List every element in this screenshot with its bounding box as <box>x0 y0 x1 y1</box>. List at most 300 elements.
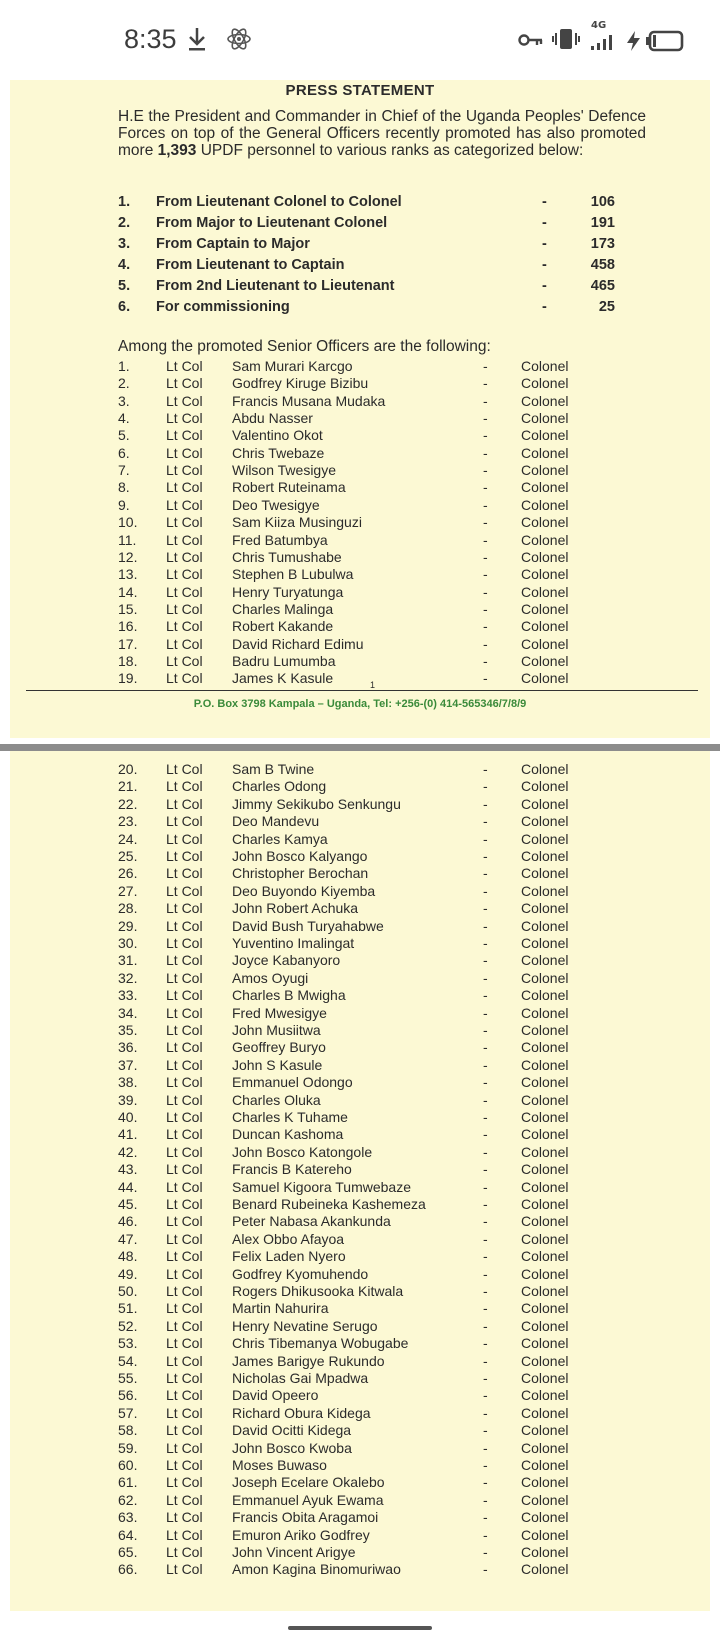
officer-current-rank: Lt Col <box>166 987 203 1004</box>
officer-number: 2. <box>118 375 130 392</box>
officer-name: Emmanuel Odongo <box>232 1074 353 1091</box>
officer-new-rank: Colonel <box>521 1178 569 1195</box>
officer-name: Francis Obita Aragamoi <box>232 1509 379 1526</box>
officer-current-rank: Lt Col <box>166 1004 203 1021</box>
officer-dash: - <box>483 882 488 899</box>
officer-row <box>118 987 588 1004</box>
footer-address: P.O. Box 3798 Kampala – Uganda, Tel: +256-(0) 414-565346/7/8/9 <box>193 698 527 710</box>
intro-text-1: H.E the President and Commander in Chief of the Uganda Peoples' Defence Forces on top of the General Officers recently promoted has also promoted more <box>118 108 646 159</box>
officer-new-rank: Colonel <box>521 566 569 583</box>
officer-number: 17. <box>118 635 138 652</box>
officer-name: Alex Obbo Afayoa <box>232 1230 345 1247</box>
officer-dash: - <box>483 952 488 969</box>
officer-row <box>118 584 588 601</box>
officer-new-rank: Colonel <box>521 1022 569 1038</box>
officer-new-rank: Colonel <box>521 1126 569 1143</box>
officer-number: 31. <box>118 952 138 969</box>
officer-row <box>118 1283 588 1300</box>
officer-name: Wilson Twesigye <box>232 462 337 479</box>
officer-dash: - <box>483 618 488 635</box>
cellular-signal-icon <box>590 34 616 54</box>
officer-name: Duncan Kashoma <box>232 1126 344 1143</box>
officer-number: 63. <box>118 1509 138 1526</box>
document-page-1 <box>10 80 710 738</box>
officer-current-rank: Lt Col <box>166 935 203 951</box>
officer-new-rank: Colonel <box>521 1056 569 1073</box>
category-number: 4. <box>118 257 131 273</box>
officer-row <box>118 670 588 687</box>
officer-name: Moses Buwaso <box>232 1457 327 1473</box>
officer-new-rank: Colonel <box>521 1509 569 1526</box>
officer-current-rank: Lt Col <box>166 1230 203 1247</box>
officer-new-rank: Colonel <box>521 1335 569 1352</box>
officer-row <box>118 1370 588 1387</box>
officer-name: John Robert Achuka <box>232 900 359 917</box>
officer-number: 57. <box>118 1404 138 1421</box>
officer-new-rank: Colonel <box>521 618 569 635</box>
officer-dash: - <box>483 1422 488 1439</box>
network-4g-label: 4G <box>591 20 607 31</box>
officer-dash: - <box>483 1283 488 1299</box>
officer-dash: - <box>483 1317 488 1334</box>
officer-number: 24. <box>118 830 138 847</box>
officer-number: 54. <box>118 1352 138 1369</box>
officer-name: James K Kasule <box>232 670 334 687</box>
officer-new-rank: Colonel <box>521 795 569 812</box>
page-divider <box>0 744 720 751</box>
officer-new-rank: Colonel <box>521 1561 569 1578</box>
officer-row <box>118 761 588 778</box>
officer-number: 27. <box>118 882 138 899</box>
officer-current-rank: Lt Col <box>166 444 203 461</box>
officer-dash: - <box>483 1248 488 1265</box>
officer-dash: - <box>483 600 488 617</box>
officer-name: Chris Tumushabe <box>232 548 342 565</box>
officer-name: Felix Laden Nyero <box>232 1248 346 1265</box>
officer-dash: - <box>483 496 488 513</box>
officer-name: Jimmy Sekikubo Senkungu <box>232 795 401 812</box>
officer-current-rank: Lt Col <box>166 514 203 531</box>
officer-number: 62. <box>118 1491 138 1508</box>
officer-current-rank: Lt Col <box>166 358 203 374</box>
officer-current-rank: Lt Col <box>166 761 203 777</box>
officer-new-rank: Colonel <box>521 865 569 882</box>
officer-dash: - <box>483 1457 488 1473</box>
officer-current-rank: Lt Col <box>166 479 203 496</box>
officer-current-rank: Lt Col <box>166 1474 203 1491</box>
officer-current-rank: Lt Col <box>166 392 203 409</box>
officer-new-rank: Colonel <box>521 848 569 864</box>
officer-row <box>118 462 588 479</box>
officer-new-rank: Colonel <box>521 761 569 777</box>
officer-current-rank: Lt Col <box>166 1109 203 1125</box>
category-count: 458 <box>590 257 615 273</box>
officer-number: 13. <box>118 566 138 583</box>
officer-current-rank: Lt Col <box>166 1509 203 1526</box>
officer-row <box>118 1561 588 1578</box>
officer-new-rank: Colonel <box>521 410 569 427</box>
officer-new-rank: Colonel <box>521 813 569 830</box>
officer-number: 37. <box>118 1056 138 1073</box>
officer-number: 15. <box>118 600 138 617</box>
officer-row <box>118 358 588 375</box>
officer-name: James Barigye Rukundo <box>232 1352 385 1369</box>
officer-new-rank: Colonel <box>521 1474 569 1491</box>
officer-new-rank: Colonel <box>521 652 569 669</box>
officer-new-rank: Colonel <box>521 1039 569 1056</box>
officer-new-rank: Colonel <box>521 969 569 986</box>
category-text: From Lieutenant Colonel to Colonel <box>156 194 402 210</box>
press-statement-title: PRESS STATEMENT <box>285 82 435 99</box>
category-row <box>118 257 615 277</box>
officer-dash: - <box>483 795 488 812</box>
officer-row <box>118 796 588 813</box>
category-row <box>118 236 615 256</box>
officer-number: 32. <box>118 969 138 986</box>
officer-name: Deo Mandevu <box>232 813 320 830</box>
intro-count: 1,393 <box>157 142 197 159</box>
officer-row <box>118 1387 588 1404</box>
officer-row <box>118 532 588 549</box>
officer-new-rank: Colonel <box>521 1213 569 1230</box>
officer-row <box>118 514 588 531</box>
officer-dash: - <box>483 1526 488 1543</box>
officer-number: 52. <box>118 1317 138 1334</box>
officer-new-rank: Colonel <box>521 952 569 969</box>
download-icon <box>186 26 208 56</box>
officer-row <box>118 1474 588 1491</box>
officer-number: 45. <box>118 1196 138 1212</box>
officer-name: Emmanuel Ayuk Ewama <box>232 1491 384 1508</box>
officer-dash: - <box>483 358 488 374</box>
officer-name: Charles Malinga <box>232 600 334 617</box>
officer-dash: - <box>483 1126 488 1143</box>
officer-current-rank: Lt Col <box>166 1248 203 1265</box>
officer-name: Fred Batumbya <box>232 531 328 548</box>
officer-dash: - <box>483 1387 488 1404</box>
officer-row <box>118 636 588 653</box>
officer-dash: - <box>483 969 488 986</box>
officer-current-rank: Lt Col <box>166 1491 203 1508</box>
officer-name: Amon Kagina Binomuriwao <box>232 1561 401 1578</box>
among-heading: Among the promoted Senior Officers are the following: <box>118 338 491 355</box>
officer-row <box>118 479 588 496</box>
vibrate-icon <box>552 26 580 56</box>
officer-number: 42. <box>118 1143 138 1160</box>
officer-current-rank: Lt Col <box>166 618 203 635</box>
category-count: 191 <box>590 215 615 231</box>
officer-current-rank: Lt Col <box>166 496 203 513</box>
officer-name: Geoffrey Buryo <box>232 1039 326 1056</box>
officer-dash: - <box>483 1004 488 1021</box>
category-text: From Captain to Major <box>156 236 310 252</box>
officer-row <box>118 883 588 900</box>
officer-number: 50. <box>118 1283 138 1299</box>
officer-dash: - <box>483 479 488 496</box>
officer-number: 30. <box>118 935 138 951</box>
officer-dash: - <box>483 1109 488 1125</box>
officer-dash: - <box>483 865 488 882</box>
officer-dash: - <box>483 1143 488 1160</box>
category-dash: - <box>542 236 547 252</box>
officer-dash: - <box>483 1509 488 1526</box>
officer-name: Badru Lumumba <box>232 652 336 669</box>
officer-name: John Bosco Kwoba <box>232 1439 352 1456</box>
officer-dash: - <box>483 778 488 795</box>
officer-dash: - <box>483 427 488 444</box>
officer-number: 55. <box>118 1370 138 1386</box>
officer-current-rank: Lt Col <box>166 1387 203 1404</box>
officer-row <box>118 952 588 969</box>
officer-dash: - <box>483 1300 488 1317</box>
officer-current-rank: Lt Col <box>166 462 203 479</box>
officer-name: Valentino Okot <box>232 427 323 444</box>
category-text: From 2nd Lieutenant to Lieutenant <box>156 278 395 294</box>
officer-current-rank: Lt Col <box>166 1404 203 1421</box>
officer-row <box>118 1300 588 1317</box>
officer-current-rank: Lt Col <box>166 865 203 882</box>
officer-name: Henry Turyatunga <box>232 583 344 600</box>
officer-name: Chris Tibemanya Wobugabe <box>232 1335 409 1352</box>
officer-new-rank: Colonel <box>521 830 569 847</box>
officer-new-rank: Colonel <box>521 1161 569 1178</box>
officer-number: 16. <box>118 618 138 635</box>
officer-row <box>118 393 588 410</box>
officer-number: 35. <box>118 1022 138 1038</box>
officer-dash: - <box>483 670 488 687</box>
officer-dash: - <box>483 652 488 669</box>
officer-number: 60. <box>118 1457 138 1473</box>
officer-number: 44. <box>118 1178 138 1195</box>
officer-current-rank: Lt Col <box>166 1335 203 1352</box>
officer-number: 48. <box>118 1248 138 1265</box>
document-page-2 <box>10 751 710 1611</box>
officer-name: Charles Oluka <box>232 1091 321 1108</box>
officer-number: 46. <box>118 1213 138 1230</box>
officer-name: Francis Musana Mudaka <box>232 392 386 409</box>
officer-number: 65. <box>118 1544 138 1560</box>
officer-name: Christopher Berochan <box>232 865 369 882</box>
officer-new-rank: Colonel <box>521 1439 569 1456</box>
officer-number: 43. <box>118 1161 138 1178</box>
officer-number: 51. <box>118 1300 138 1317</box>
officer-number: 41. <box>118 1126 138 1143</box>
officer-name: John Vincent Arigye <box>232 1544 356 1560</box>
officer-name: Abdu Nasser <box>232 410 313 427</box>
officer-row <box>118 1248 588 1265</box>
officer-number: 49. <box>118 1265 138 1282</box>
category-dash: - <box>542 278 547 294</box>
officer-new-rank: Colonel <box>521 1196 569 1212</box>
officer-row <box>118 1318 588 1335</box>
officer-name: Deo Buyondo Kiyemba <box>232 882 376 899</box>
officer-number: 64. <box>118 1526 138 1543</box>
officer-row <box>118 601 588 618</box>
officer-dash: - <box>483 1161 488 1178</box>
officer-row <box>118 1422 588 1439</box>
officer-current-rank: Lt Col <box>166 652 203 669</box>
officer-dash: - <box>483 531 488 548</box>
officer-number: 47. <box>118 1230 138 1247</box>
officer-new-rank: Colonel <box>521 882 569 899</box>
officer-name: Joyce Kabanyoro <box>232 952 341 969</box>
officer-number: 61. <box>118 1474 138 1491</box>
officer-dash: - <box>483 848 488 864</box>
officer-name: Henry Nevatine Serugo <box>232 1317 378 1334</box>
officer-new-rank: Colonel <box>521 900 569 917</box>
officer-name: Richard Obura Kidega <box>232 1404 371 1421</box>
officer-number: 40. <box>118 1109 138 1125</box>
officer-dash: - <box>483 462 488 479</box>
officer-new-rank: Colonel <box>521 1109 569 1125</box>
officer-row <box>118 445 588 462</box>
officer-name: Sam Murari Karcgo <box>232 358 353 374</box>
officer-row <box>118 1335 588 1352</box>
officer-new-rank: Colonel <box>521 1370 569 1386</box>
officer-number: 23. <box>118 813 138 830</box>
officer-current-rank: Lt Col <box>166 427 203 444</box>
officer-current-rank: Lt Col <box>166 848 203 864</box>
officer-dash: - <box>483 987 488 1004</box>
officer-row <box>118 813 588 830</box>
officer-dash: - <box>483 583 488 600</box>
officer-dash: - <box>483 1074 488 1091</box>
officer-dash: - <box>483 1091 488 1108</box>
officer-name: Francis B Katereho <box>232 1161 352 1178</box>
officer-current-rank: Lt Col <box>166 1074 203 1091</box>
officer-name: David Richard Edimu <box>232 635 364 652</box>
officer-row <box>118 935 588 952</box>
officer-name: John Bosco Kalyango <box>232 848 368 864</box>
officer-name: Emuron Ariko Godfrey <box>232 1526 370 1543</box>
officer-number: 8. <box>118 479 130 496</box>
officer-new-rank: Colonel <box>521 1404 569 1421</box>
officer-new-rank: Colonel <box>521 1004 569 1021</box>
officer-name: John S Kasule <box>232 1056 323 1073</box>
officer-new-rank: Colonel <box>521 670 569 687</box>
officer-current-rank: Lt Col <box>166 952 203 969</box>
officer-current-rank: Lt Col <box>166 1544 203 1560</box>
officer-row <box>118 375 588 392</box>
officer-new-rank: Colonel <box>521 1248 569 1265</box>
officer-current-rank: Lt Col <box>166 548 203 565</box>
officer-name: Nicholas Gai Mpadwa <box>232 1370 369 1386</box>
vpn-key-icon <box>518 31 544 53</box>
officer-row <box>118 618 588 635</box>
officer-dash: - <box>483 1230 488 1247</box>
officer-current-rank: Lt Col <box>166 1126 203 1143</box>
officer-new-rank: Colonel <box>521 392 569 409</box>
officer-dash: - <box>483 917 488 934</box>
officer-dash: - <box>483 1265 488 1282</box>
officer-name: Chris Twebaze <box>232 444 325 461</box>
officer-row <box>118 831 588 848</box>
officer-new-rank: Colonel <box>521 583 569 600</box>
officer-dash: - <box>483 1404 488 1421</box>
officer-new-rank: Colonel <box>521 1422 569 1439</box>
officer-number: 21. <box>118 778 138 795</box>
officer-dash: - <box>483 566 488 583</box>
category-row <box>118 194 615 214</box>
officer-current-rank: Lt Col <box>166 830 203 847</box>
react-atom-icon <box>226 26 252 56</box>
officer-row <box>118 1544 588 1561</box>
officer-new-rank: Colonel <box>521 1526 569 1543</box>
officer-name: David Ocitti Kidega <box>232 1422 352 1439</box>
officer-dash: - <box>483 830 488 847</box>
officer-row <box>118 1213 588 1230</box>
officer-name: Godfrey Kiruge Bizibu <box>232 375 369 392</box>
officer-new-rank: Colonel <box>521 635 569 652</box>
officer-name: Amos Oyugi <box>232 969 309 986</box>
category-number: 1. <box>118 194 131 210</box>
officer-current-rank: Lt Col <box>166 1561 203 1578</box>
officer-dash: - <box>483 1439 488 1456</box>
officer-number: 1. <box>118 358 130 374</box>
officer-new-rank: Colonel <box>521 1317 569 1334</box>
officer-row <box>118 1161 588 1178</box>
footer-rule <box>26 690 698 691</box>
category-number: 3. <box>118 236 131 252</box>
officer-current-rank: Lt Col <box>166 1422 203 1439</box>
officer-row <box>118 1231 588 1248</box>
officer-number: 39. <box>118 1091 138 1108</box>
officer-new-rank: Colonel <box>521 987 569 1004</box>
officer-new-rank: Colonel <box>521 1143 569 1160</box>
officer-name: Godfrey Kyomuhendo <box>232 1265 369 1282</box>
category-dash: - <box>542 299 547 315</box>
officer-row <box>118 1457 588 1474</box>
officer-new-rank: Colonel <box>521 1074 569 1091</box>
officer-current-rank: Lt Col <box>166 1457 203 1473</box>
officer-current-rank: Lt Col <box>166 1317 203 1334</box>
officer-current-rank: Lt Col <box>166 1300 203 1317</box>
status-time: 8:35 <box>124 24 177 54</box>
officer-current-rank: Lt Col <box>166 1161 203 1178</box>
category-count: 173 <box>590 236 615 252</box>
officer-row <box>118 1266 588 1283</box>
officer-dash: - <box>483 410 488 427</box>
officer-current-rank: Lt Col <box>166 795 203 812</box>
officer-number: 6. <box>118 444 130 461</box>
officer-current-rank: Lt Col <box>166 410 203 427</box>
officer-current-rank: Lt Col <box>166 600 203 617</box>
officer-number: 22. <box>118 795 138 812</box>
home-indicator[interactable] <box>288 1626 432 1630</box>
officer-dash: - <box>483 392 488 409</box>
officer-row <box>118 848 588 865</box>
battery-icon <box>646 30 686 56</box>
officer-new-rank: Colonel <box>521 1491 569 1508</box>
officer-name: David Bush Turyahabwe <box>232 917 384 934</box>
officer-dash: - <box>483 761 488 777</box>
category-row <box>118 278 615 298</box>
category-row <box>118 215 615 235</box>
officer-number: 20. <box>118 761 138 777</box>
officer-dash: - <box>483 444 488 461</box>
officer-row <box>118 1109 588 1126</box>
officer-dash: - <box>483 375 488 392</box>
officer-name: Samuel Kigoora Tumwebaze <box>232 1178 411 1195</box>
officer-name: Robert Kakande <box>232 618 334 635</box>
officer-dash: - <box>483 813 488 830</box>
officer-new-rank: Colonel <box>521 1283 569 1299</box>
officer-current-rank: Lt Col <box>166 1056 203 1073</box>
category-number: 6. <box>118 299 131 315</box>
category-text: From Lieutenant to Captain <box>156 257 345 273</box>
officer-current-rank: Lt Col <box>166 1143 203 1160</box>
officer-number: 38. <box>118 1074 138 1091</box>
